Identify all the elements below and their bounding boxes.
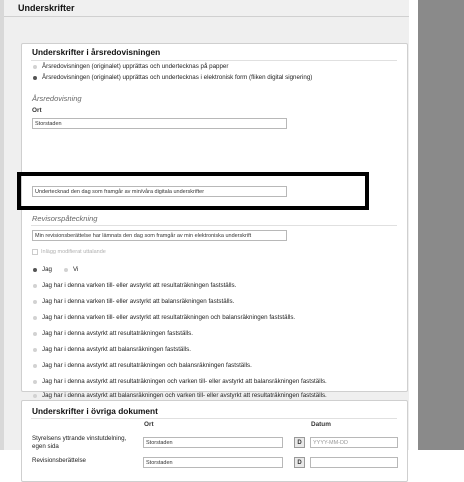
signing-text-input[interactable]: Undertecknad den dag som framgår av min/våra digitala underskrifter	[32, 186, 287, 197]
statement-label: Jag har i denna avstyrkt att resultaträkningen och varken till- eller avstyrkt att balansräkningen fastställs.	[42, 378, 327, 385]
modified-statement-label: Inlägg modifierat uttalande	[41, 249, 106, 255]
statement-label: Jag har i denna avstyrkt att balansräkningen och varken till- eller avstyrkt att resultaträkningen fastställs.	[42, 392, 327, 399]
statement-radio[interactable]	[33, 300, 37, 304]
statement-radio[interactable]	[33, 348, 37, 352]
statement-radio[interactable]	[33, 380, 37, 384]
revision-text-input[interactable]: Min revisionsberättelse har lämnats den dag som framgår av min elektroniska underskrift	[32, 230, 287, 241]
document-label-line2: egen sida	[32, 443, 59, 450]
section-title: Underskrifter i årsredovisningen	[32, 47, 161, 57]
paper-signing-radio[interactable]	[33, 65, 37, 69]
vi-label: Vi	[73, 266, 79, 273]
electronic-signing-label: Årsredovisningen (originalet) upprättas och undertecknas i elektronisk form (fliken digital signering)	[42, 74, 313, 81]
statement-label: Jag har i denna avstyrkt att resultaträkningen och balansräkningen fastställs.	[42, 362, 252, 369]
datum-column-header: Datum	[311, 421, 331, 428]
statement-label: Jag har i denna avstyrkt att balansräkningen fastställs.	[42, 346, 191, 353]
divider	[31, 225, 397, 226]
signatures-annual-report-panel	[21, 43, 408, 399]
electronic-signing-radio[interactable]	[33, 76, 37, 80]
statement-radio[interactable]	[33, 394, 37, 398]
annual-report-subheading: Årsredovisning	[32, 94, 82, 103]
modified-statement-checkbox[interactable]	[32, 249, 38, 255]
ort-column-header: Ort	[144, 421, 154, 428]
jag-label: Jag	[42, 266, 52, 273]
jag-radio[interactable]	[33, 268, 37, 272]
vi-radio[interactable]	[64, 268, 68, 272]
ort-input[interactable]: Storstaden	[32, 118, 287, 129]
statement-label: Jag har i denna varken till- eller avstyrkt att resultaträkningen fastställs.	[42, 282, 237, 289]
datum-input[interactable]: YYYY-MM-DD	[310, 437, 398, 448]
document-label: Styrelsens yttrande vinstutdelning,	[32, 435, 127, 442]
divider	[31, 418, 397, 419]
statement-radio[interactable]	[33, 364, 37, 368]
revision-subheading: Revisorspåteckning	[32, 214, 98, 223]
d-button[interactable]: D	[294, 457, 305, 468]
statement-radio[interactable]	[33, 332, 37, 336]
highlight-box	[17, 172, 369, 210]
document-label: Revisionsberättelse	[32, 457, 86, 464]
title-bar	[4, 0, 409, 17]
page-title: Underskrifter	[18, 3, 75, 13]
datum-input[interactable]	[310, 457, 398, 468]
main-content	[4, 17, 409, 466]
ort-input[interactable]: Storstaden	[143, 457, 283, 468]
ort-input[interactable]: Storstaden	[143, 437, 283, 448]
statement-radio[interactable]	[33, 316, 37, 320]
side-background	[418, 0, 464, 450]
ort-label: Ort	[32, 107, 42, 114]
statement-label: Jag har i denna varken till- eller avstyrkt att balansräkningen fastställs.	[42, 298, 235, 305]
section-title: Underskrifter i övriga dokument	[32, 406, 158, 416]
paper-signing-label: Årsredovisningen (originalet) upprättas och undertecknas på papper	[42, 63, 229, 70]
statement-label: Jag har i denna avstyrkt att resultaträkningen fastställs.	[42, 330, 193, 337]
d-button[interactable]: D	[294, 437, 305, 448]
statement-radio[interactable]	[33, 284, 37, 288]
signatures-other-documents-panel	[21, 400, 408, 482]
divider	[31, 60, 397, 61]
statement-label: Jag har i denna varken till- eller avstyrkt att resultaträkningen och balansräkningen fastställs.	[42, 314, 296, 321]
